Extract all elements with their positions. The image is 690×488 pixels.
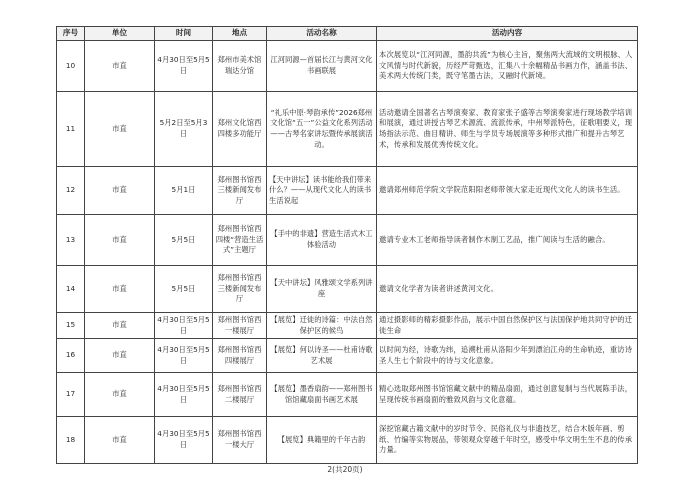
row-time: 5月5日 [155, 215, 213, 266]
row-unit: 市直 [85, 167, 155, 215]
row-content: 以时间为经，诗歌为纬，追溯杜甫从洛阳少年到漂泊江舟的生命轨迹，重访诗圣人生七个阶段中的诗与文化意象。 [377, 339, 638, 373]
row-content: 邀请专业木工老师指导读者制作木制工艺品，推广阅读与生活的融合。 [377, 215, 638, 266]
row-no: 13 [57, 215, 85, 266]
activity-table [56, 26, 638, 464]
header-name: 活动名称 [267, 27, 377, 41]
header-content: 活动内容 [377, 27, 638, 41]
row-no: 12 [57, 167, 85, 215]
header-place: 地点 [213, 27, 267, 41]
row-place: 郑州图书馆西二楼展厅 [213, 373, 267, 417]
row-unit: 市直 [85, 215, 155, 266]
row-place: 郑州图书馆西三楼新闻发布厅 [213, 167, 267, 215]
row-place: 郑州图书馆西四楼展厅 [213, 339, 267, 373]
row-content: 精心选取郑州图书馆馆藏文献中的精品扇面，通过创意复制与当代展陈手法，呈现传统书画扇面的雅致风韵与文化意蕴。 [377, 373, 638, 417]
row-content: 通过摄影师的精彩摄影作品，展示中国自然保护区与法国保护地共同守护的迁徙生命 [377, 313, 638, 339]
row-no: 14 [57, 266, 85, 313]
row-name: 【展览】典籍里的千年古韵 [267, 417, 377, 464]
row-place: 郑州文化馆西四楼多功能厅 [213, 92, 267, 167]
table-row [57, 167, 638, 215]
row-content: 本次展览以“江河同源，墨韵共流”为核心主旨，聚焦两大流域的文明根脉、人文风情与时代新貌，历经严苛甄选，汇集八十余幅精品书画力作，涵盖书法、美术两大传统门类，既守笔墨古法，又融时代新境。 [377, 41, 638, 92]
row-time: 4月30日至5月5日 [155, 417, 213, 464]
row-name: 【展览】墨香扇韵——郑州图书馆馆藏扇面书画艺术展 [267, 373, 377, 417]
row-time: 4月30日至5月5日 [155, 41, 213, 92]
table-row [57, 215, 638, 266]
row-no: 18 [57, 417, 85, 464]
row-no: 17 [57, 373, 85, 417]
row-no: 16 [57, 339, 85, 373]
row-time: 5月2日至5月3日 [155, 92, 213, 167]
table-row [57, 266, 638, 313]
header-no: 序号 [57, 27, 85, 41]
row-unit: 市直 [85, 313, 155, 339]
row-time: 5月1日 [155, 167, 213, 215]
row-place: 郑州图书馆西一楼大厅 [213, 417, 267, 464]
row-place: 郑州图书馆西一楼展厅 [213, 313, 267, 339]
table-row [57, 417, 638, 464]
schedule-sheet [56, 26, 637, 464]
row-content: 深挖馆藏古籍文献中的岁时节令、民俗礼仪与非遗技艺，结合木版年画、剪纸、竹编等实物展品，带领观众穿越千年时空，感受中华文明生生不息的传承力量。 [377, 417, 638, 464]
row-unit: 市直 [85, 266, 155, 313]
row-name: 【天中讲坛】读书能给我们带来什么？——从现代文化人的读书生活说起 [267, 167, 377, 215]
row-place: 郑州市美术馆瑞达分馆 [213, 41, 267, 92]
row-name: 【手中的非遗】营造生活式木工体验活动 [267, 215, 377, 266]
table-row [57, 339, 638, 373]
row-time: 4月30日至5月5日 [155, 373, 213, 417]
row-name: 【天中讲坛】风雅颂文学系列讲座 [267, 266, 377, 313]
row-no: 10 [57, 41, 85, 92]
row-unit: 市直 [85, 41, 155, 92]
page-number: 2(共20页) [327, 465, 363, 474]
table-row [57, 41, 638, 92]
row-content: 邀请郑州师范学院文学院范阳阳老师带领大家走近现代文化人的读书生活。 [377, 167, 638, 215]
row-no: 15 [57, 313, 85, 339]
row-unit: 市直 [85, 373, 155, 417]
row-unit: 市直 [85, 417, 155, 464]
row-name: “礼乐中原·琴韵承传”2026郑州文化馆“五一”公益文化系列活动——古琴名家讲坛暨传承展演活动。 [267, 92, 377, 167]
row-place: 郑州图书馆西三楼新闻发布厅 [213, 266, 267, 313]
table-row [57, 313, 638, 339]
row-time: 4月30日至5月5日 [155, 339, 213, 373]
row-content: 邀请文化学者为读者讲述黄河文化。 [377, 266, 638, 313]
header-time: 时间 [155, 27, 213, 41]
table-row [57, 373, 638, 417]
row-time: 5月5日 [155, 266, 213, 313]
header-row [57, 27, 638, 41]
row-time: 4月30日至5月5日 [155, 313, 213, 339]
row-name: 【展览】何以诗圣——杜甫诗歌艺术展 [267, 339, 377, 373]
row-place: 郑州图书馆西四楼“营造生活式”主题厅 [213, 215, 267, 266]
row-name: 江河同源—首届长江与黄河文化书画联展 [267, 41, 377, 92]
header-unit: 单位 [85, 27, 155, 41]
row-no: 11 [57, 92, 85, 167]
row-content: 活动邀请全国著名古琴演奏家、教育家张子盛等古琴演奏家进行现场教学培训和展演，通过讲授古琴艺术源流、流派传承，中州琴派特色，征歌唱要义，现场指法示范、曲目精讲、师生与学员专场展演等多种形式推广和提升古琴艺术，传承和发展优秀传统文化。 [377, 92, 638, 167]
row-name: 【展览】迁徙的诗篇：中法自然保护区的候鸟 [267, 313, 377, 339]
row-unit: 市直 [85, 92, 155, 167]
table-row [57, 92, 638, 167]
row-unit: 市直 [85, 339, 155, 373]
